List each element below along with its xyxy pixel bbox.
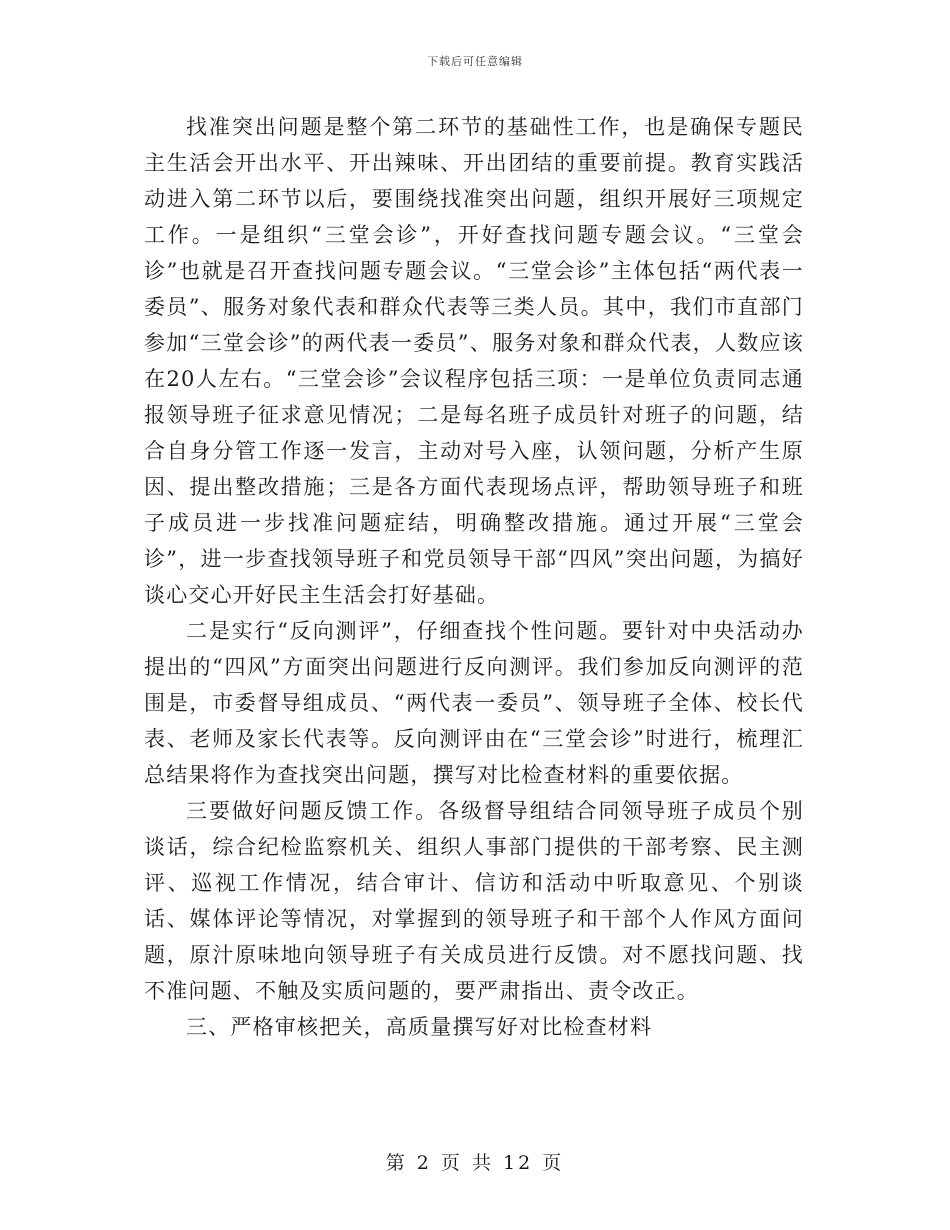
paragraph-1: 找准突出问题是整个第二环节的基础性工作，也是确保专题民主生活会开出水平、开出辣味、开出团结的重要前提。教育实践活动进入第二环节以后，要围绕找准突出问题，组织开展好三项规定工作。一是组织“三堂会诊”，开好查找问题专题会议。“三堂会诊”也就是召开查找问题专题会议。“三堂会诊”主体包括“两代表一委员”、服务对象代表和群众代表等三类人员。其中，我们市直部门参加“三堂会诊”的两代表一委员”、服务对象和群众代表，人数应该在20人左右。“三堂会诊”会议程序包括三项：一是单位负责同志通报领导班子征求意见情况；二是每名班子成员针对班子的问题，结合自身分管工作逐一发言，主动对号入座，认领问题，分析产生原因、提出整改措施；三是各方面代表现场点评，帮助领导班子和班子成员进一步找准问题症结，明确整改措施。通过开展“三堂会诊”，进一步查找领导班子和党员领导干部“四风”突出问题，为搞好谈心交心开好民主生活会打好基础。 [144,115,804,607]
page-number: 第 2 页 共 12 页 [385,1152,565,1174]
document-body [144,109,804,1045]
section-heading: 三、严格审核把关，高质量撰写好对比检查材料 [186,1015,653,1039]
paragraph-3: 三要做好问题反馈工作。各级督导组结合同领导班子成员个别谈话，综合纪检监察机关、组织人事部门提供的干部考察、民主测评、巡视工作情况，结合审计、信访和活动中听取意见、个别谈话、媒体评论等情况，对掌握到的领导班子和干部个人作风方面问题，原汁原味地向领导班子有关成员进行反馈。对不愿找问题、找不准问题、不触及实质问题的，要严肃指出、责令改正。 [144,799,804,1003]
page-header: 下载后可任意编辑 [427,55,523,68]
paragraph-2: 二是实行“反向测评”，仔细查找个性问题。要针对中央活动办提出的“四风”方面突出问题进行反向测评。我们参加反向测评的范围是，市委督导组成员、“两代表一委员”、领导班子全体、校长代表、老师及家长代表等。反向测评由在“三堂会诊”时进行，梳理汇总结果将作为查找突出问题，撰写对比检查材料的重要依据。 [144,619,804,787]
